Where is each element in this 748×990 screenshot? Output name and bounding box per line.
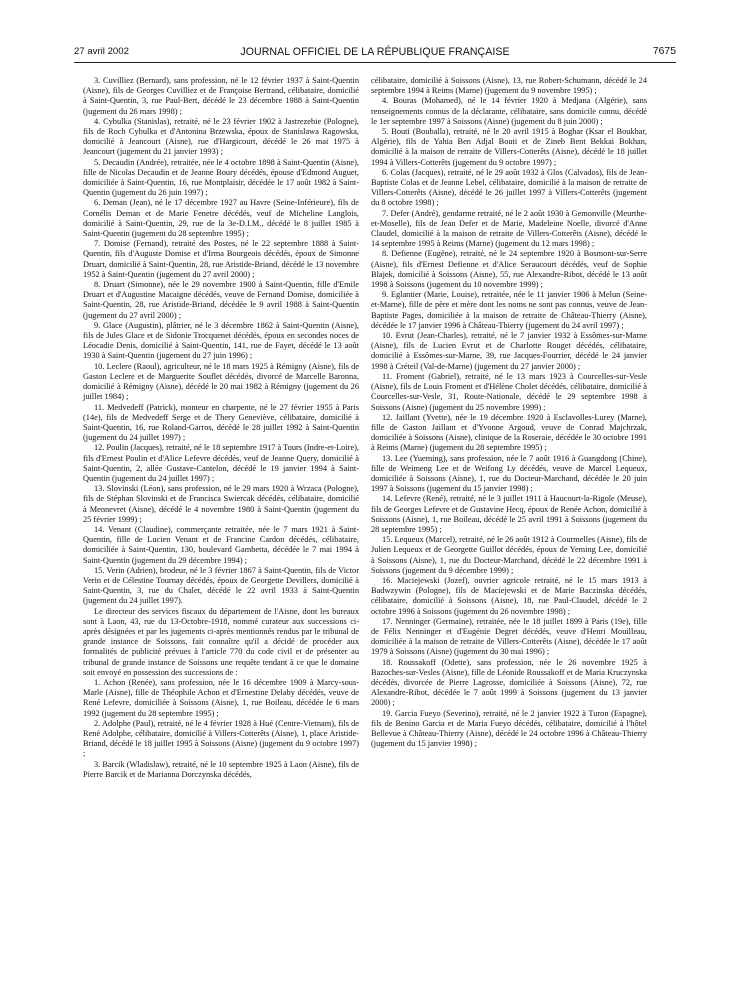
- paragraph: 15. Lequeux (Marcel), retraité, né le 26 août 1912 à Courmelles (Aisne), fils de Julien Lequeux et de Georgette Guillot décédés, époux de Yeming Lee, domicilié à Soissons (Aisne), 1, rue du Docteur-Marchand, décédé le 22 décembre 1991 à Soissons (jugement du 9 décembre 1999) ;: [371, 535, 647, 575]
- paragraph: 14. Lefevre (René), retraité, né le 3 juillet 1911 à Haucourt-la-Rigole (Meuse), fils de Georges Lefevre et de Gustavine Hecq, époux de Renée Achon, domicilié à Soissons (Aisne), 1, rue Boileau, décédé le 25 avril 1991 à Soissons (jugement du 28 septembre 1995) ;: [371, 494, 647, 534]
- paragraph: 19. Garcia Fueyo (Severino), retraité, né le 2 janvier 1922 à Turon (Espagne), fils de Benino Garcia et de Maria Fueyo décédés, célibataire, domicilié à l'hôtel Bellevue à Château-Thierry (Aisne), décédé le 24 octobre 1996 à Château-Thierry (jugement du 15 janvier 1998) ;: [371, 708, 647, 749]
- header-date: 27 avril 2002: [74, 46, 129, 57]
- paragraph: 7. Defer (André), gendarme retraité, né le 2 août 1930 à Gemonville (Meurthe-et-Moselle), fils de Jean Defer et de Marie, Madeleine Noelle, divorcé d'Anne Claudel, domicilié à la maison de retraite de Villers-Cotterêts (Aisne), décédé le 14 septembre 1995 à Reims (Marne) (jugement du 12 mars 1998) ;: [371, 208, 647, 249]
- paragraph: 9. Eglantier (Marie, Louise), retraitée, née le 11 janvier 1906 à Melun (Seine-et-Marne), fille de père et mère dont les noms ne sont pas connus, veuve de Jean-Baptiste Pages, domiciliée à la maison de retraite de Château-Thierry (Aisne), décédée le 17 janvier 1996 à Château-Thierry (jugement du 24 avril 1997) ;: [371, 290, 647, 330]
- paragraph: 5. Bouti (Bouballa), retraité, né le 20 avril 1915 à Boghar (Ksar el Boukhar, Algérie), fils de Yahia Ben Adjal Bouti et de Zineb Bent Bekkai Bokhan, domicilié à la maison de retraite de Villers-Cotterêts (Aisne), décédé le 18 juillet 1994 à Villers-Cotterêts (jugement du 9 octobre 1997) ;: [371, 127, 647, 167]
- paragraph: 17. Nenninger (Germaine), retraitée, née le 18 juillet 1899 à Paris (19e), fille de Félix Nenninger et d'Eugénie Degret décédés, veuve d'Henri Mouilleau, domiciliée à la maison de retraite de Villers-Cotterêts (Aisne), décédée le 17 août 1979 à Soissons (Aisne) (jugement du 30 mai 1996) ;: [371, 616, 647, 657]
- paragraph: Le directeur des services fiscaux du département de l'Aisne, dont les bureaux sont à Laon, 43, rue du 13-Octobre-1918, nommé curateur aux successions ci-après désignées et par les jugements ci-après mentionnés rendus par le tribunal de grande instance de Soissons, fait connaître qu'il a décidé de procéder aux formalités de publicité prévues à l'article 770 du code civil et de présenter au tribunal de grande instance de Soissons une requête tendant à ce que le domaine soit envoyé en possession des successions de :: [83, 606, 359, 677]
- paragraph: 18. Roussakoff (Odette), sans profession, née le 26 novembre 1925 à Bazoches-sur-Vesles (Aisne), fille de Léonide Roussakoff et de Maria Kruczynska décédés, divorcée de Pierre Lagrosse, domiciliée à Soissons (Aisne), 72, rue Alexandre-Ribot, décédée le 7 août 1999 à Soissons (jugement du 13 janvier 2000) ;: [371, 657, 647, 708]
- paragraph: 12. Jaillant (Yvette), née le 19 décembre 1920 à Esclavolles-Lurey (Marne), fille de Gaston Jaillant et d'Yvonne Argoud, veuve de Conrad Majchrzak, domiciliée à Soissons (Aisne), clinique de la Roseraie, décédée le 30 octobre 1991 à Reims (Marne) (jugement du 28 septembre 1995) ;: [371, 412, 647, 453]
- paragraph: 4. Bouras (Mohamed), né le 14 février 1920 à Medjana (Algérie), sans renseignements connus de la déclarante, célibataire, sans domicile connu, décédé le 1er septembre 1997 à Soissons (Aisne) (jugement du 8 juin 2000) ;: [371, 96, 647, 126]
- paragraph: 2. Adolphe (Paul), retraité, né le 4 février 1928 à Hué (Centre-Vietnam), fils de René Adolphe, célibataire, domicilié à Villers-Cotterêts (Aisne), 1, place Aristide-Briand, décédé le 18 juillet 1995 à Soissons (Aisne) (jugement du 9 octobre 1997) ;: [83, 718, 359, 759]
- header-page-number: 7675: [652, 46, 676, 57]
- paragraph: 6. Deman (Jean), né le 17 décembre 1927 au Havre (Seine-Inférieure), fils de Cornélis Deman et de Marie Fenetre décédés, veuf de Micheline Langlois, domicilié à Saint-Quentin, 29, rue de la 3e-D.I.M., décédé le 8 juillet 1985 à Saint-Quentin (jugement du 28 septembre 1995) ;: [83, 198, 359, 239]
- paragraph: 6. Colas (Jacques), retraité, né le 29 août 1932 à Glos (Calvados), fils de Jean-Baptiste Colas et de Jeanne Lebel, célibataire, domicilié à la maison de retraite de Villers-Cotterêts (Aisne), décédé le 26 juillet 1997 à Villers-Cotterêts (jugement du 8 octobre 1998) ;: [371, 167, 647, 208]
- paragraph: 16. Maciejewski (Jozef), ouvrier agricole retraité, né le 15 mars 1913 à Badwzywin (Pologne), fils de Maciejewski et de Marie Baczinska décédés, célibataire, domicilié à Soissons (Aisne), 18, rue Paul-Claudel, décédé le 2 octobre 1996 à Soissons (jugement du 26 novembre 1998) ;: [371, 575, 647, 616]
- paragraph: 7. Domise (Fernand), retraité des Postes, né le 22 septembre 1888 à Saint-Quentin, fils d'Auguste Domise et d'Irma Bourgeois décédés, époux de Simonne Druart, domicilié à Saint-Quentin, 28, rue Aristide-Briand, décédé le 13 novembre 1952 à Saint-Quentin (jugement du 27 avril 2000) ;: [83, 239, 359, 279]
- paragraph: 11. Medvedeff (Patrick), monteur en charpente, né le 27 février 1955 à Paris (14e), fils de Medvedeff Serge et de Thery Geneviève, célibataire, domicilié à Saint-Quentin, 16, rue Roland-Garros, décédé le 28 juillet 1992 à Saint-Quentin (jugement du 24 juillet 1997) ;: [83, 402, 359, 443]
- paragraph: 12. Poulin (Jacques), retraité, né le 18 septembre 1917 à Tours (Indre-et-Loire), fils d'Ernest Poulin et d'Alice Lefevre décédés, veuf de Jeanne Query, domicilié à Saint-Quentin, 2, allée Gustave-Cantelon, décédé le 19 janvier 1994 à Saint-Quentin (jugement du 24 juillet 1997) ;: [83, 443, 360, 483]
- paragraph: 8. Defienne (Eugène), retraité, né le 24 septembre 1920 à Bosmont-sur-Serre (Aisne), fils d'Ernest Defienne et d'Alice Seraucourt décédés, veuf de Sophie Blajek, domicilié à Soissons (Aisne), 55, rue Alexandre-Ribot, décédé le 13 août 1998 à Soissons (jugement du 10 novembre 1999) ;: [371, 249, 647, 290]
- left-column: [83, 76, 359, 780]
- paragraph: 4. Cybulka (Stanislas), retraité, né le 23 février 1902 à Jastrezebie (Pologne), fils de Roch Cybulka et d'Antonina Brzewska, époux de Stanislawa Ragowska, domicilié à Jeancourt (Aisne), rue d'Hargicourt, décédé le 26 mai 1975 à Jeancourt (jugement du 21 janvier 1993) ;: [83, 116, 359, 157]
- page-header: [74, 45, 676, 59]
- paragraph: 3. Cuvilliez (Bernard), sans profession, né le 12 février 1937 à Saint-Quentin (Aisne), fils de Georges Cuvilliez et de Françoise Bertrand, célibataire, domicilié à Saint-Quentin, 3, rue Paul-Bert, décédé le 23 décembre 1988 à Saint-Quentin (jugement du 26 mars 1998) ;: [83, 76, 359, 116]
- paragraph: célibataire, domicilié à Soissons (Aisne), 13, rue Robert-Schumann, décédé le 24 septembre 1994 à Reims (Marne) (jugement du 9 novembre 1995) ;: [371, 76, 647, 96]
- paragraph: 10. Leclere (Raoul), agriculteur, né le 18 mars 1925 à Rémigny (Aisne), fils de Gaston Leclere et de Marguerite Souflet décédés, divorcé de Marcelle Baronna, domicilié à Rémigny (Aisne), décédé le 20 mai 1982 à Rémigny (jugement du 26 juillet 1984) ;: [83, 361, 359, 402]
- paragraph: 5. Decaudin (Andrée), retraitée, née le 4 octobre 1898 à Saint-Quentin (Aisne), fille de Nicolas Decaudin et de Jeanne Boury décédés, épouse d'Edmond Auguet, domiciliée à Saint-Quentin, 16, rue Montplaisir, décédée le 17 août 1982 à Saint-Quentin (jugement du 26 juin 1997) ;: [83, 157, 359, 198]
- paragraph: 13. Lee (Yueming), sans profession, née le 7 août 1916 à Guangdong (Chine), fille de Weimeng Lee et de Weifong Ly décédés, veuve de Marcel Lequeux, domiciliée à Soissons (Aisne), 1, rue du Docteur-Marchand, décédée le 20 juin 1997 à Soissons (jugement du 15 janvier 1998) ;: [371, 453, 647, 494]
- paragraph: 3. Barcik (Wladislaw), retraité, né le 10 septembre 1925 à Laon (Aisne), fils de Pierre Barcik et de Marianna Dorczynska décédés,: [83, 759, 359, 779]
- paragraph: 15. Verin (Adrien), brodeur, né le 3 février 1867 à Saint-Quentin, fils de Victor Verin et de Célestine Tournay décédés, époux de Georgette Devillers, domicilié à Saint-Quentin, 3, rue du Chalet, décédé le 22 avril 1933 à Saint-Quentin (jugement du 24 juillet 1997).: [83, 565, 359, 606]
- paragraph: 14. Venant (Claudine), commerçante retraitée, née le 7 mars 1921 à Saint-Quentin, fille de Lucien Venant et de Francine Cardon décédés, célibataire, domiciliée à Saint-Quentin, 130, boulevard Gambetta, décédée le 7 mai 1994 à Saint-Quentin (jugement du 29 décembre 1994) ;: [83, 524, 359, 565]
- paragraph: 11. Froment (Gabriel), retraité, né le 13 mars 1923 à Courcelles-sur-Vesle (Aisne), fils de Louis Froment et d'Hélène Cholet décédés, célibataire, domicilié à Courcelles-sur-Vesle, 31, Route-Nationale, décédé le 29 septembre 1998 à Soissons (Aisne) (jugement du 25 novembre 1999) ;: [371, 371, 647, 412]
- right-column: [371, 76, 647, 749]
- paragraph: 8. Druart (Simonne), née le 29 novembre 1900 à Saint-Quentin, fille d'Emile Druart et d'Augustine Macaigne décédés, veuve de Fernand Domise, domiciliée à Saint-Quentin, 28, rue Aristide-Briand, décédée le 9 avril 1988 à Saint-Quentin (jugement du 27 avril 2000) ;: [83, 280, 359, 320]
- paragraph: 9. Glace (Augustin), plâtrier, né le 3 décembre 1862 à Saint-Quentin (Aisne), fils de Jules Glace et de Sidonie Trocquenet décédés, époux en secondes noces de Léocadie Denis, domicilié à Saint-Quentin, 141, rue de Fayet, décédé le 13 août 1930 à Saint-Quentin (jugement du 27 juin 1996) ;: [83, 320, 359, 361]
- paragraph: 1. Achon (Renée), sans profession, née le 16 décembre 1909 à Marcy-sous-Marle (Aisne), fille de Théophile Achon et d'Ernestine Delaby décédés, veuve de René Lefevre, domiciliée à Soissons (Aisne), 1, rue Boileau, décédée le 6 mars 1992 (jugement du 28 septembre 1995) ;: [83, 677, 359, 718]
- paragraph: 10. Evrut (Jean-Charles), retraité, né le 7 janvier 1932 à Essômes-sur-Marne (Aisne), fils de Lucien Evrut et de Charlotte Rouget décédés, célibataire, domicilié à Essômes-sur-Marne, 39, rue Jacques-Fourrier, décédé le 24 janvier 1998 à Créteil (Val-de-Marne) (jugement du 27 janvier 2000) ;: [371, 331, 647, 371]
- header-rule: [74, 62, 676, 63]
- header-title: JOURNAL OFFICIEL DE LA RÉPUBLIQUE FRANÇAISE: [240, 46, 510, 58]
- paragraph: 13. Slovinski (Léon), sans profession, né le 29 mars 1920 à Wrzaca (Pologne), fils de Stéphan Slovinski et de Francisca Swiercak décédés, célibataire, domicilié à Mennevret (Aisne), décédé le 4 novembre 1980 à Saint-Quentin (jugement du 25 février 1999) ;: [83, 484, 359, 524]
